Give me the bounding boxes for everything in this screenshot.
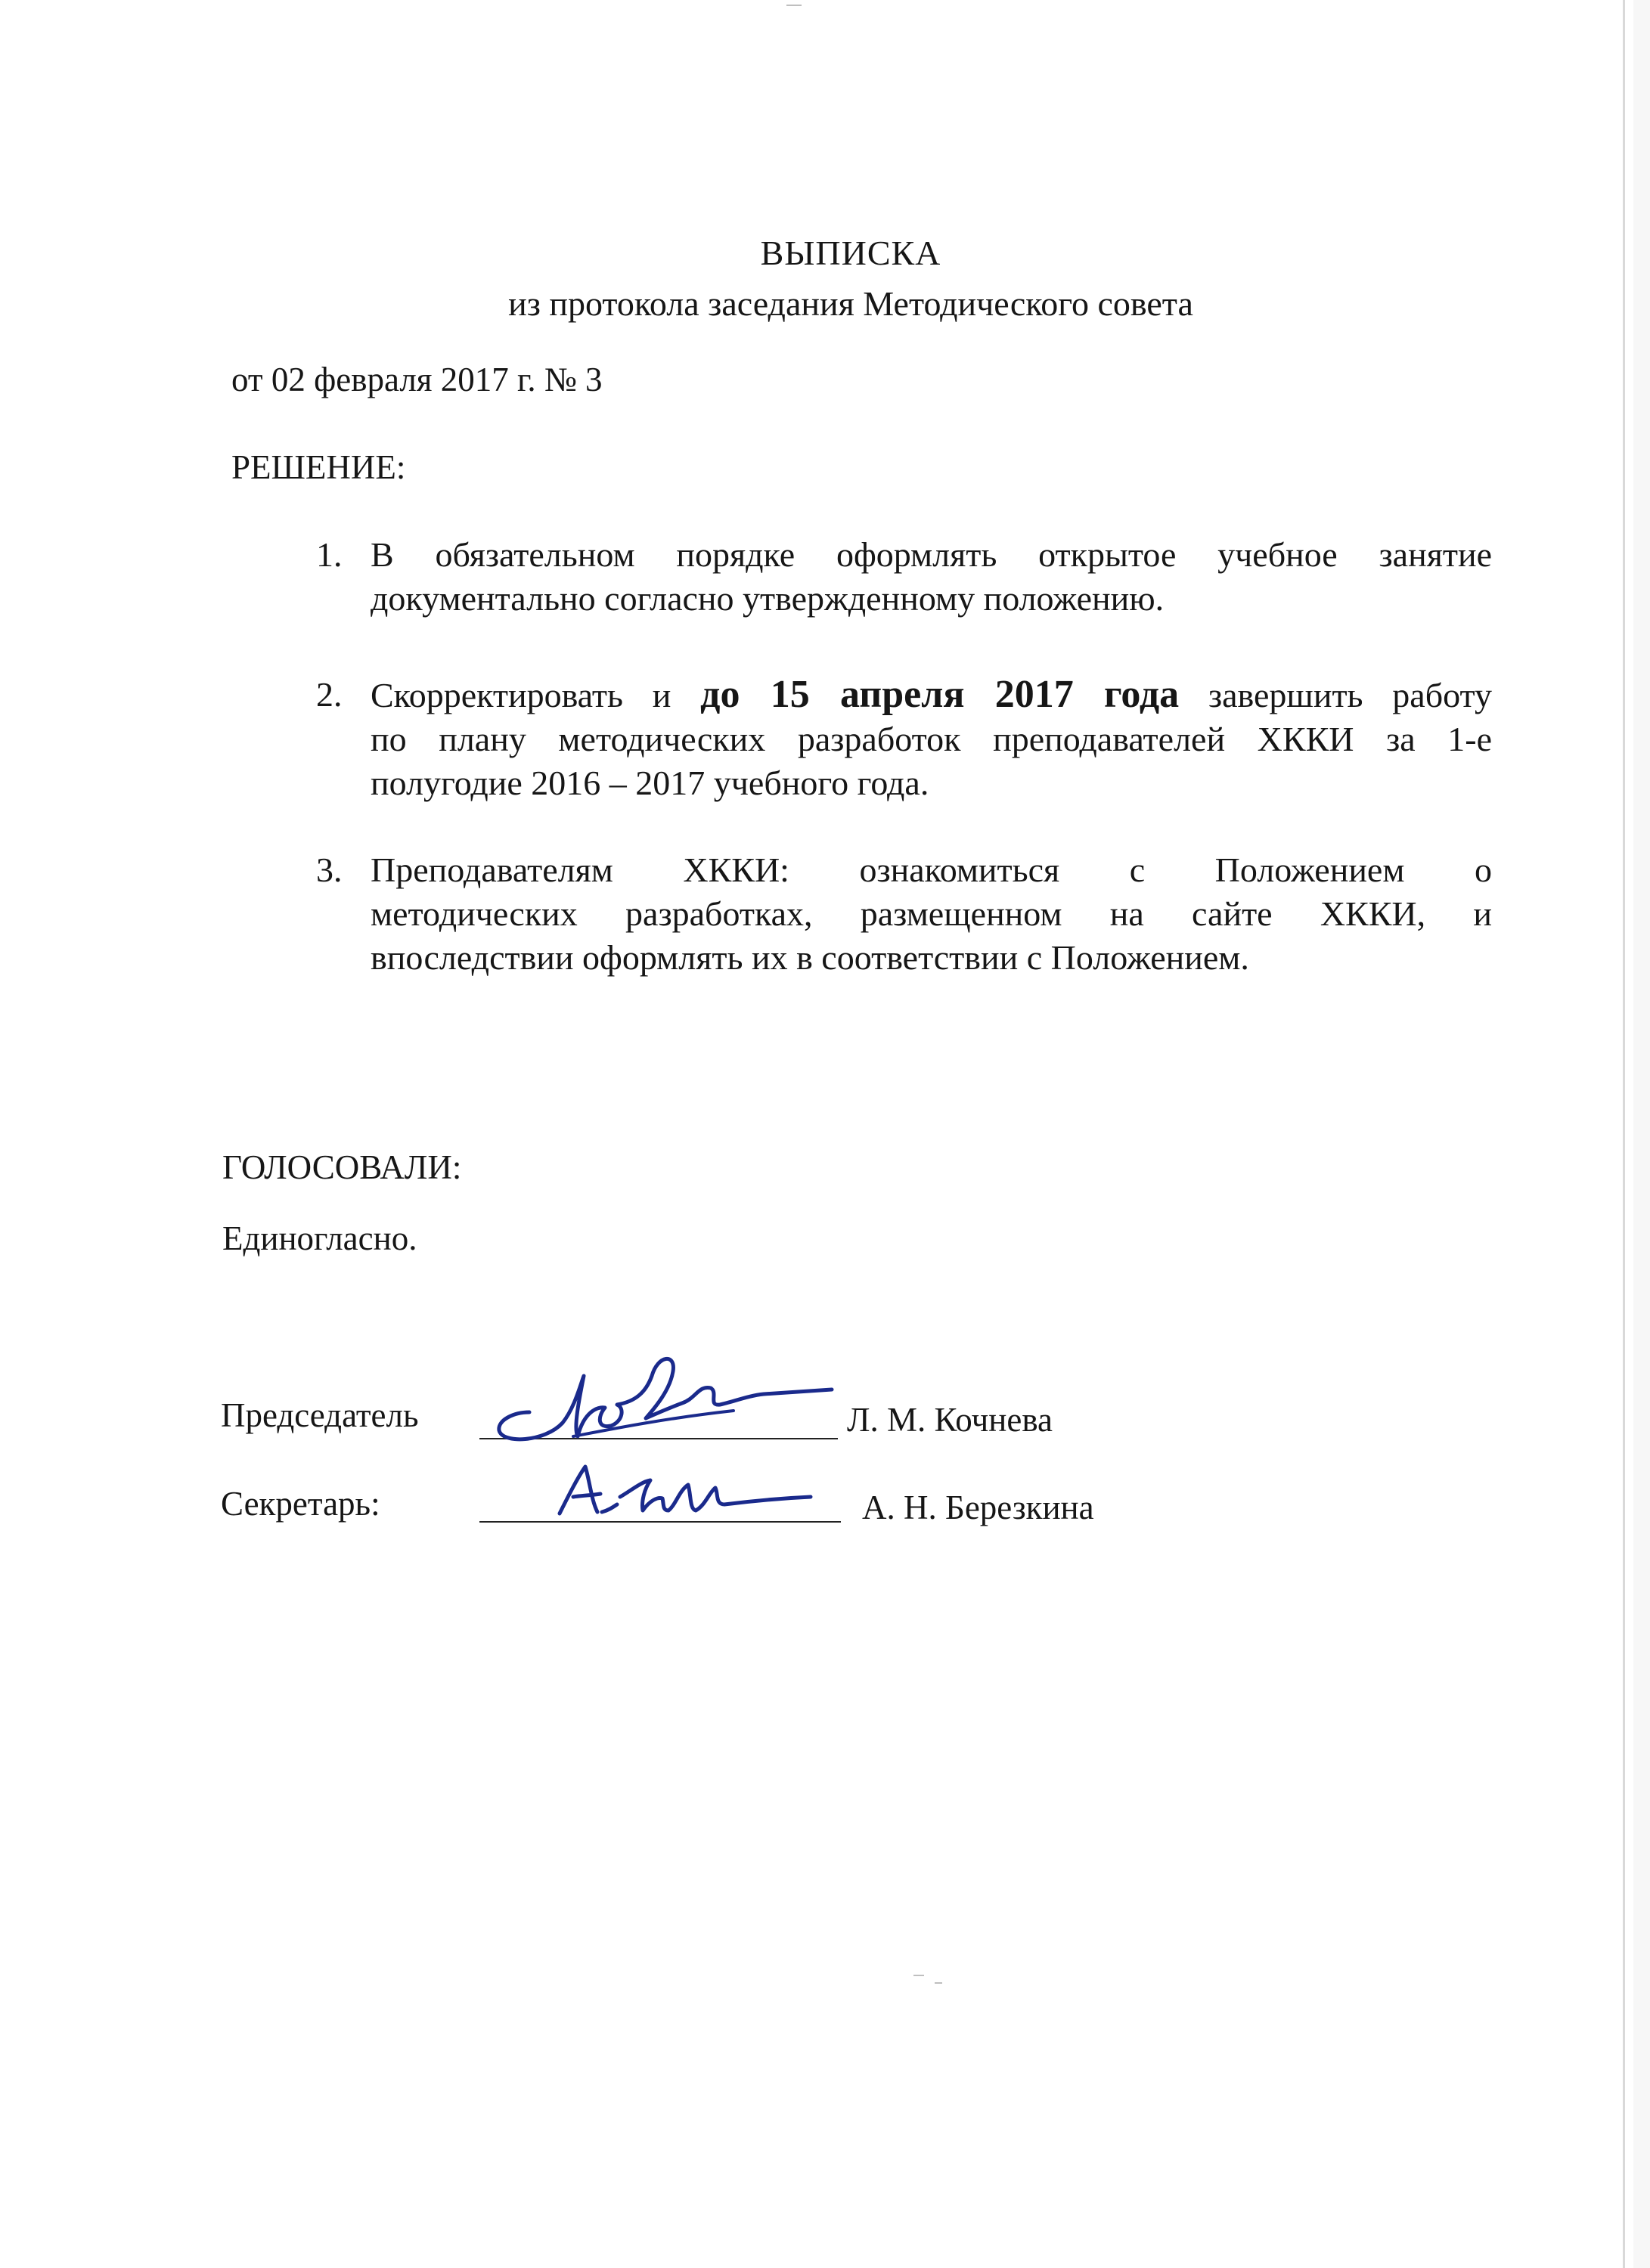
secretary-label: Секретарь: (221, 1485, 380, 1523)
item-text (371, 673, 1492, 805)
document-title: ВЫПИСКА (760, 234, 941, 272)
item-line: полугодие 2016 – 2017 учебного года. (371, 764, 929, 802)
item-line: впоследствии оформлять их в соответствии с Положением. (371, 938, 1249, 977)
scan-speck (935, 1982, 942, 1984)
scan-edge (1623, 0, 1625, 2268)
item-line-prefix: Скорректировать и (371, 676, 701, 714)
item-text (371, 848, 1492, 980)
chair-label: Председатель (221, 1396, 419, 1434)
item-line: методических разработках, размещенном на сайте ХККИ, и (371, 894, 1492, 933)
item-line (371, 673, 1492, 717)
document-subtitle: из протокола заседания Методического совета (508, 284, 1193, 323)
item-line: документально согласно утвержденному положению. (371, 579, 1165, 618)
item-line-suffix: завершить работу (1208, 676, 1492, 714)
scan-speck (913, 1975, 924, 1976)
deadline-emphasis: до 15 апреля 2017 года (700, 673, 1180, 716)
vote-result: Единогласно. (222, 1219, 417, 1257)
secretary-name: А. Н. Березкина (862, 1489, 1094, 1526)
item-number: 1. (316, 535, 343, 574)
protocol-date: от 02 февраля 2017 г. № 3 (231, 361, 603, 398)
chair-name: Л. М. Кочнева (847, 1401, 1053, 1439)
item-line: Преподавателям ХККИ: ознакомиться с Положением о (371, 850, 1492, 889)
chair-signature (484, 1323, 847, 1459)
item-line: В обязательном порядке оформлять открытое учебное занятие (371, 535, 1492, 574)
scan-speck (786, 5, 802, 6)
secretary-signature (529, 1452, 832, 1535)
item-line: по плану методических разработок преподавателей ХККИ за 1-е (371, 720, 1492, 758)
voted-heading: ГОЛОСОВАЛИ: (222, 1148, 462, 1186)
decision-heading: РЕШЕНИЕ: (231, 448, 406, 486)
item-number: 2. (316, 675, 343, 714)
item-text (371, 533, 1492, 621)
item-number: 3. (316, 850, 343, 889)
scan-margin (1633, 0, 1650, 2268)
